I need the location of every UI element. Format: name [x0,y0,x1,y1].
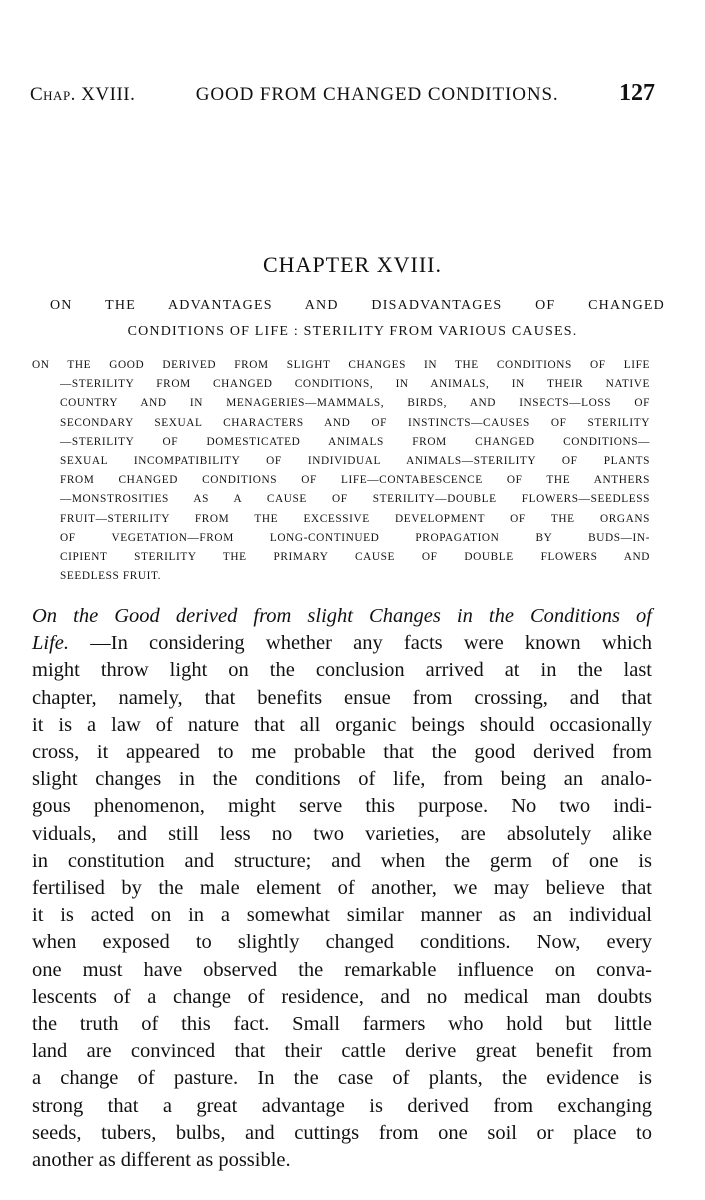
chapter-label: Chap. XVIII. [30,84,136,105]
body-line: chapter, namely, that benefits ensue from crossing, and that [32,686,652,709]
body-line: cross, it appeared to me probable that the good derived from [32,741,652,764]
body-line: land are convinced that their cattle derive great benefit from [32,1040,652,1063]
summary-line: SEEDLESS FRUIT. [60,570,162,583]
summary-line: ON THE GOOD DERIVED FROM SLIGHT CHANGES IN THE CONDITIONS OF LIFE [32,359,650,371]
section-heading-text: On the Good derived from slight Changes in the Conditions of [32,605,652,627]
body-line: it is a law of nature that all organic beings should occasionally [32,713,652,736]
summary-line: —STERILITY OF DOMESTICATED ANIMALS FROM CHANGED CONDITIONS— [60,435,650,448]
chapter-subtitle [40,293,665,345]
summary-line: SEXUAL INCOMPATIBILITY OF INDIVIDUAL ANIMALS—STERILITY OF PLANTS [60,455,650,468]
summary-line: —STERILITY FROM CHANGED CONDITIONS, IN ANIMALS, IN THEIR NATIVE [60,378,650,391]
body-line: it is acted on in a somewhat similar manner as an individual [32,904,652,927]
summary-line: SECONDARY SEXUAL CHARACTERS AND OF INSTINCTS—CAUSES OF STERILITY [60,416,650,429]
summary-line: COUNTRY AND IN MENAGERIES—MAMMALS, BIRDS, AND INSECTS—LOSS OF [60,397,650,410]
running-title: GOOD FROM CHANGED CONDITIONS. [195,84,559,105]
body-line: slight changes in the conditions of life, from being an analo- [32,768,652,791]
subtitle-line-1: ON THE ADVANTAGES AND DISADVANTAGES OF CHANGED [50,298,665,313]
summary-line: CIPIENT STERILITY THE PRIMARY CAUSE OF DOUBLE FLOWERS AND [60,551,650,564]
running-header [30,80,655,107]
summary-line: OF VEGETATION—FROM LONG-CONTINUED PROPAGATION BY BUDS—IN- [60,531,650,544]
section-heading-end: Life. [32,632,70,655]
body-line: a change of pasture. In the case of plants, the evidence is [32,1067,652,1090]
body-line: fertilised by the male element of another, we may believe that [32,877,652,900]
body-line: gous phenomenon, might serve this purpose. No two indi- [32,795,652,818]
page-number: 127 [619,80,655,106]
subtitle-line-2: CONDITIONS OF LIFE : STERILITY FROM VARIOUS CAUSES. [127,324,578,339]
body-line-text: —In considering whether any facts were known which [69,632,652,655]
body-paragraph [32,603,652,1174]
body-line: seeds, tubers, bulbs, and cuttings from one soil or place to [32,1121,652,1144]
body-line: another as different as possible. [32,1149,291,1172]
body-line: when exposed to slightly changed conditions. Now, every [32,931,652,954]
summary-line: FROM CHANGED CONDITIONS OF LIFE—CONTABESCENCE OF THE ANTHERS [60,474,650,487]
section-heading [32,603,652,630]
body-line: might throw light on the conclusion arrived at in the last [32,659,652,682]
body-line: lescents of a change of residence, and no medical man doubts [32,985,652,1008]
body-line: one must have observed the remarkable influence on conva- [32,958,652,981]
body-line: the truth of this fact. Small farmers who hold but little [32,1013,652,1036]
body-line: viduals, and still less no two varieties, are absolutely alike [32,822,652,845]
body-line [32,630,652,657]
body-line: in constitution and structure; and when the germ of one is [32,849,652,872]
chapter-title: CHAPTER XVIII. [263,252,442,277]
chapter-summary [32,356,650,586]
body-line: strong that a great advantage is derived from exchanging [32,1094,652,1117]
summary-line: —MONSTROSITIES AS A CAUSE OF STERILITY—DOUBLE FLOWERS—SEEDLESS [60,493,650,506]
summary-line: FRUIT—STERILITY FROM THE EXCESSIVE DEVELOPMENT OF THE ORGANS [60,512,650,525]
